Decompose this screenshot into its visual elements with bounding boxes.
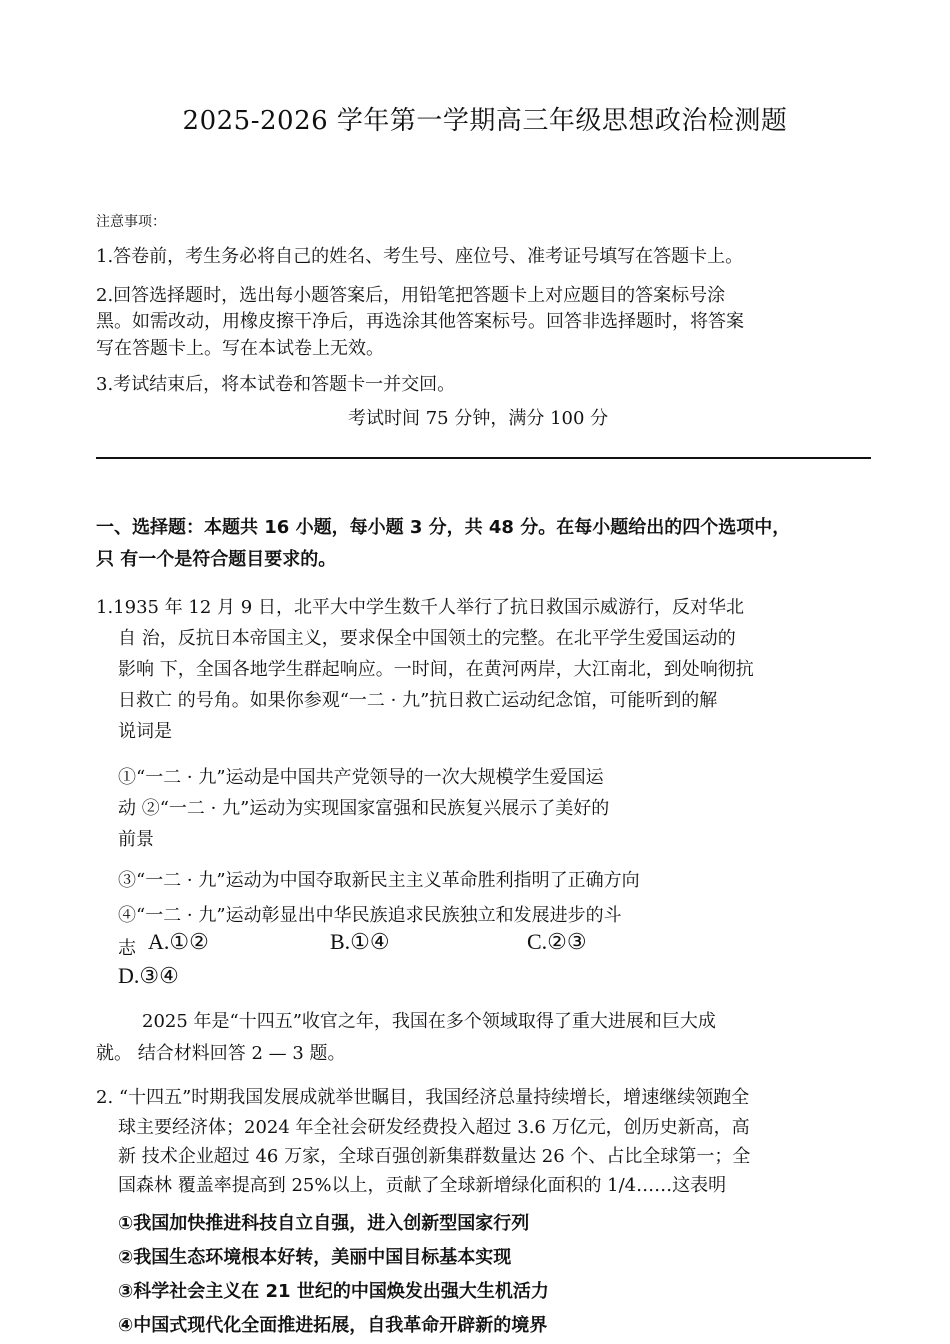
q1-stem-line5: 说词是: [118, 721, 172, 742]
q2-stem-line1: 2. “十四五”时期我国发展成就举世瞩目，我国经济总量持续增长，增速继续领跑全: [96, 1087, 750, 1108]
material-line1: 2025 年是“十四五”收官之年，我国在多个领域取得了重大进展和巨大成: [142, 1011, 716, 1032]
q1-statement-2-cont: 前景: [118, 829, 154, 850]
notice-heading: 注意事项：: [96, 214, 166, 230]
q1-statement-1: ①“一二 · 九”运动是中国共产党领导的一次大规模学生爱国运: [118, 767, 604, 788]
q1-stem-line4: 日救亡 的号角。如果你参观“一二 · 九”抗日救亡运动纪念馆，可能听到的解: [118, 690, 718, 711]
notice-item-1: 1.答卷前，考生务必将自己的姓名、考生号、座位号、准考证号填写在答题卡上。: [96, 246, 744, 267]
section-heading-line2: 只 有一个是符合题目要求的。: [96, 549, 337, 570]
q2-statement-1: ①我国加快推进科技自立自强，进入创新型国家行列: [118, 1213, 530, 1234]
section-heading-line1: 一、选择题：本题共 16 小题，每小题 3 分，共 48 分。在每小题给出的四个选项中，: [96, 517, 791, 538]
notice-item-3: 3.考试结束后，将本试卷和答题卡一并交回。: [96, 374, 456, 395]
exam-time-info: 考试时间 75 分钟，满分 100 分: [348, 408, 609, 429]
q2-statement-3: ③科学社会主义在 21 世纪的中国焕发出强大生机活力: [118, 1281, 549, 1302]
separator-rule: [96, 457, 871, 459]
notice-item-2-line3: 写在答题卡上。写在本试卷上无效。: [96, 338, 384, 359]
q2-statement-4: ④中国式现代化全面推进拓展，自我革命开辟新的境界: [118, 1315, 548, 1336]
material-line2: 就。 结合材料回答 2 — 3 题。: [96, 1043, 346, 1064]
q1-statement-3: ③“一二 · 九”运动为中国夺取新民主主义革命胜利指明了正确方向: [118, 870, 640, 891]
q2-stem-line2: 球主要经济体；2024 年全社会研发经费投入超过 3.6 万亿元，创历史新高，高: [118, 1117, 750, 1138]
q1-option-c: C.②③: [527, 929, 587, 954]
page-title: 2025-2026 学年第一学期高三年级思想政治检测题: [182, 106, 788, 136]
q1-stem-line3: 影响 下，全国各地学生群起响应。一时间，在黄河两岸，大江南北，到处响彻抗: [118, 659, 754, 680]
q1-statement-4: ④“一二 · 九”运动彰显出中华民族追求民族独立和发展进步的斗: [118, 905, 622, 926]
q1-option-d: D.③④: [118, 963, 179, 988]
notice-item-2-line2: 黑。如需改动，用橡皮擦干净后，再选涂其他答案标号。回答非选择题时，将答案: [96, 311, 744, 332]
notice-item-2-line1: 2.回答选择题时，选出每小题答案后，用铅笔把答题卡上对应题目的答案标号涂: [96, 285, 726, 306]
q1-statement-2: 动 ②“一二 · 九”运动为实现国家富强和民族复兴展示了美好的: [118, 798, 610, 819]
q1-option-a: A.①②: [148, 929, 209, 954]
q1-stem-line1: 1.1935 年 12 月 9 日，北平大中学生数千人举行了抗日救国示威游行，反对华北: [96, 597, 744, 618]
q2-stem-line4: 国森林 覆盖率提高到 25%以上，贡献了全球新增绿化面积的 1/4……这表明: [118, 1175, 727, 1196]
q1-statement-4-end: 志: [118, 938, 136, 959]
q1-stem-line2: 自 治，反抗日本帝国主义，要求保全中国领土的完整。在北平学生爱国运动的: [118, 628, 736, 649]
q2-stem-line3: 新 技术企业超过 46 万家，全球百强创新集群数量达 26 个、占比全球第一；全: [118, 1146, 751, 1167]
q1-option-b: B.①④: [330, 929, 390, 954]
q2-statement-2: ②我国生态环境根本好转，美丽中国目标基本实现: [118, 1247, 512, 1268]
